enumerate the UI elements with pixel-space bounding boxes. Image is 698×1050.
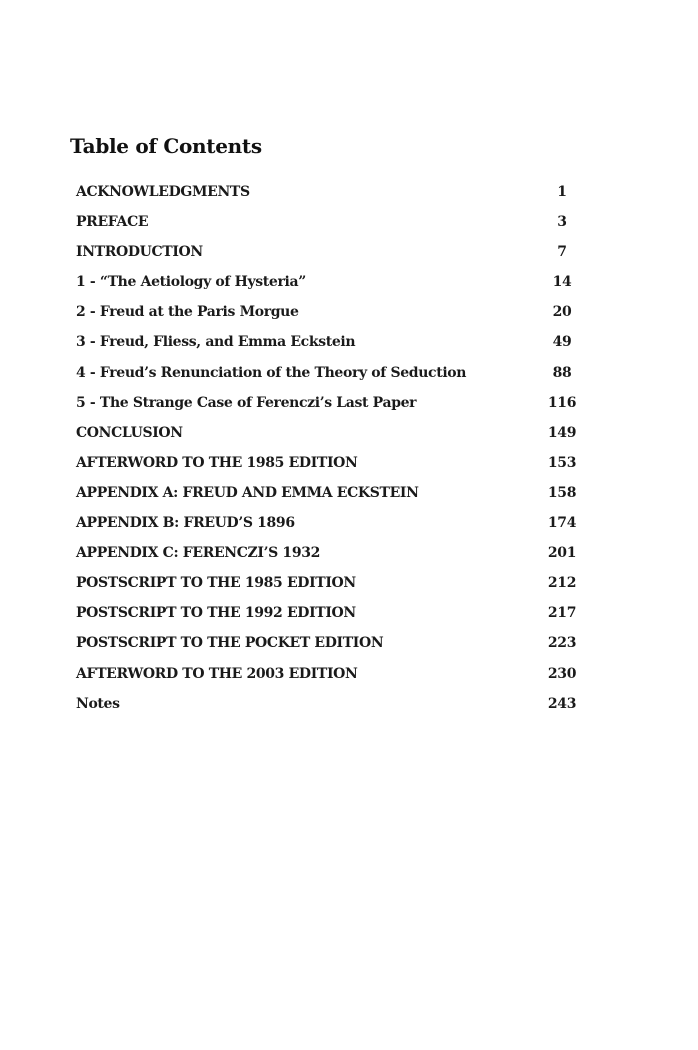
- toc-entry-label[interactable]: APPENDIX A: FREUD AND EMMA ECKSTEIN: [76, 484, 419, 501]
- toc-list: [76, 184, 582, 726]
- toc-entry[interactable]: [76, 184, 582, 214]
- toc-entry-label[interactable]: AFTERWORD TO THE 2003 EDITION: [76, 665, 358, 682]
- toc-entry[interactable]: [76, 605, 582, 635]
- toc-entry-label[interactable]: 3 - Freud, Fliess, and Emma Eckstein: [76, 334, 356, 351]
- toc-entry-label[interactable]: INTRODUCTION: [76, 244, 203, 261]
- toc-entry-page-number[interactable]: 217: [547, 605, 577, 622]
- toc-entry-page-number[interactable]: 49: [552, 334, 572, 351]
- toc-entry-page-number[interactable]: 174: [547, 515, 577, 532]
- toc-entry[interactable]: [76, 365, 582, 395]
- toc-entry[interactable]: [76, 244, 582, 274]
- toc-entry-label[interactable]: POSTSCRIPT TO THE 1992 EDITION: [76, 605, 356, 622]
- toc-entry[interactable]: [76, 485, 582, 515]
- toc-entry-page-number[interactable]: 230: [547, 665, 577, 682]
- toc-entry-page-number[interactable]: 20: [552, 304, 572, 321]
- toc-entry-label[interactable]: POSTSCRIPT TO THE POCKET EDITION: [76, 635, 384, 652]
- toc-entry-page-number[interactable]: 116: [547, 394, 577, 411]
- toc-entry-label[interactable]: ACKNOWLEDGMENTS: [76, 184, 250, 200]
- toc-entry-page-number[interactable]: 158: [547, 484, 577, 501]
- toc-entry[interactable]: [76, 696, 582, 726]
- toc-entry[interactable]: [76, 666, 582, 696]
- toc-entry-label[interactable]: CONCLUSION: [76, 424, 183, 441]
- toc-entry[interactable]: [76, 395, 582, 425]
- toc-entry-label[interactable]: 5 - The Strange Case of Ferenczi’s Last Paper: [76, 394, 417, 411]
- toc-entry[interactable]: [76, 304, 582, 334]
- toc-entry[interactable]: [76, 515, 582, 545]
- toc-entry-page-number[interactable]: 243: [547, 695, 577, 712]
- toc-entry[interactable]: [76, 274, 582, 304]
- toc-entry-page-number[interactable]: 88: [552, 364, 572, 381]
- toc-entry-label[interactable]: APPENDIX C: FERENCZI’S 1932: [76, 545, 320, 562]
- toc-entry-page-number[interactable]: 14: [552, 274, 572, 291]
- toc-entry[interactable]: [76, 334, 582, 364]
- page-title: Table of Contents: [70, 134, 262, 158]
- toc-entry[interactable]: [76, 635, 582, 665]
- toc-entry-page-number[interactable]: 153: [547, 454, 577, 471]
- toc-entry-label[interactable]: 2 - Freud at the Paris Morgue: [76, 304, 299, 321]
- toc-entry-label[interactable]: AFTERWORD TO THE 1985 EDITION: [76, 454, 358, 471]
- toc-entry[interactable]: [76, 214, 582, 244]
- toc-entry-label[interactable]: Notes: [76, 695, 120, 712]
- toc-entry-label[interactable]: PREFACE: [76, 214, 149, 231]
- toc-entry-label[interactable]: APPENDIX B: FREUD’S 1896: [76, 515, 295, 532]
- toc-entry[interactable]: [76, 425, 582, 455]
- toc-entry-page-number[interactable]: 1: [557, 184, 567, 200]
- toc-entry-page-number[interactable]: 149: [547, 424, 577, 441]
- toc-entry[interactable]: [76, 545, 582, 575]
- toc-entry-page-number[interactable]: 212: [547, 575, 577, 592]
- toc-entry-page-number[interactable]: 7: [557, 244, 567, 261]
- toc-entry-label[interactable]: 1 - “The Aetiology of Hysteria”: [76, 274, 306, 291]
- toc-entry[interactable]: [76, 455, 582, 485]
- toc-entry[interactable]: [76, 575, 582, 605]
- toc-entry-page-number[interactable]: 3: [557, 214, 567, 231]
- toc-entry-page-number[interactable]: 223: [547, 635, 577, 652]
- toc-entry-page-number[interactable]: 201: [547, 545, 577, 562]
- toc-entry-label[interactable]: 4 - Freud’s Renunciation of the Theory of Seduction: [76, 364, 467, 381]
- toc-entry-label[interactable]: POSTSCRIPT TO THE 1985 EDITION: [76, 575, 356, 592]
